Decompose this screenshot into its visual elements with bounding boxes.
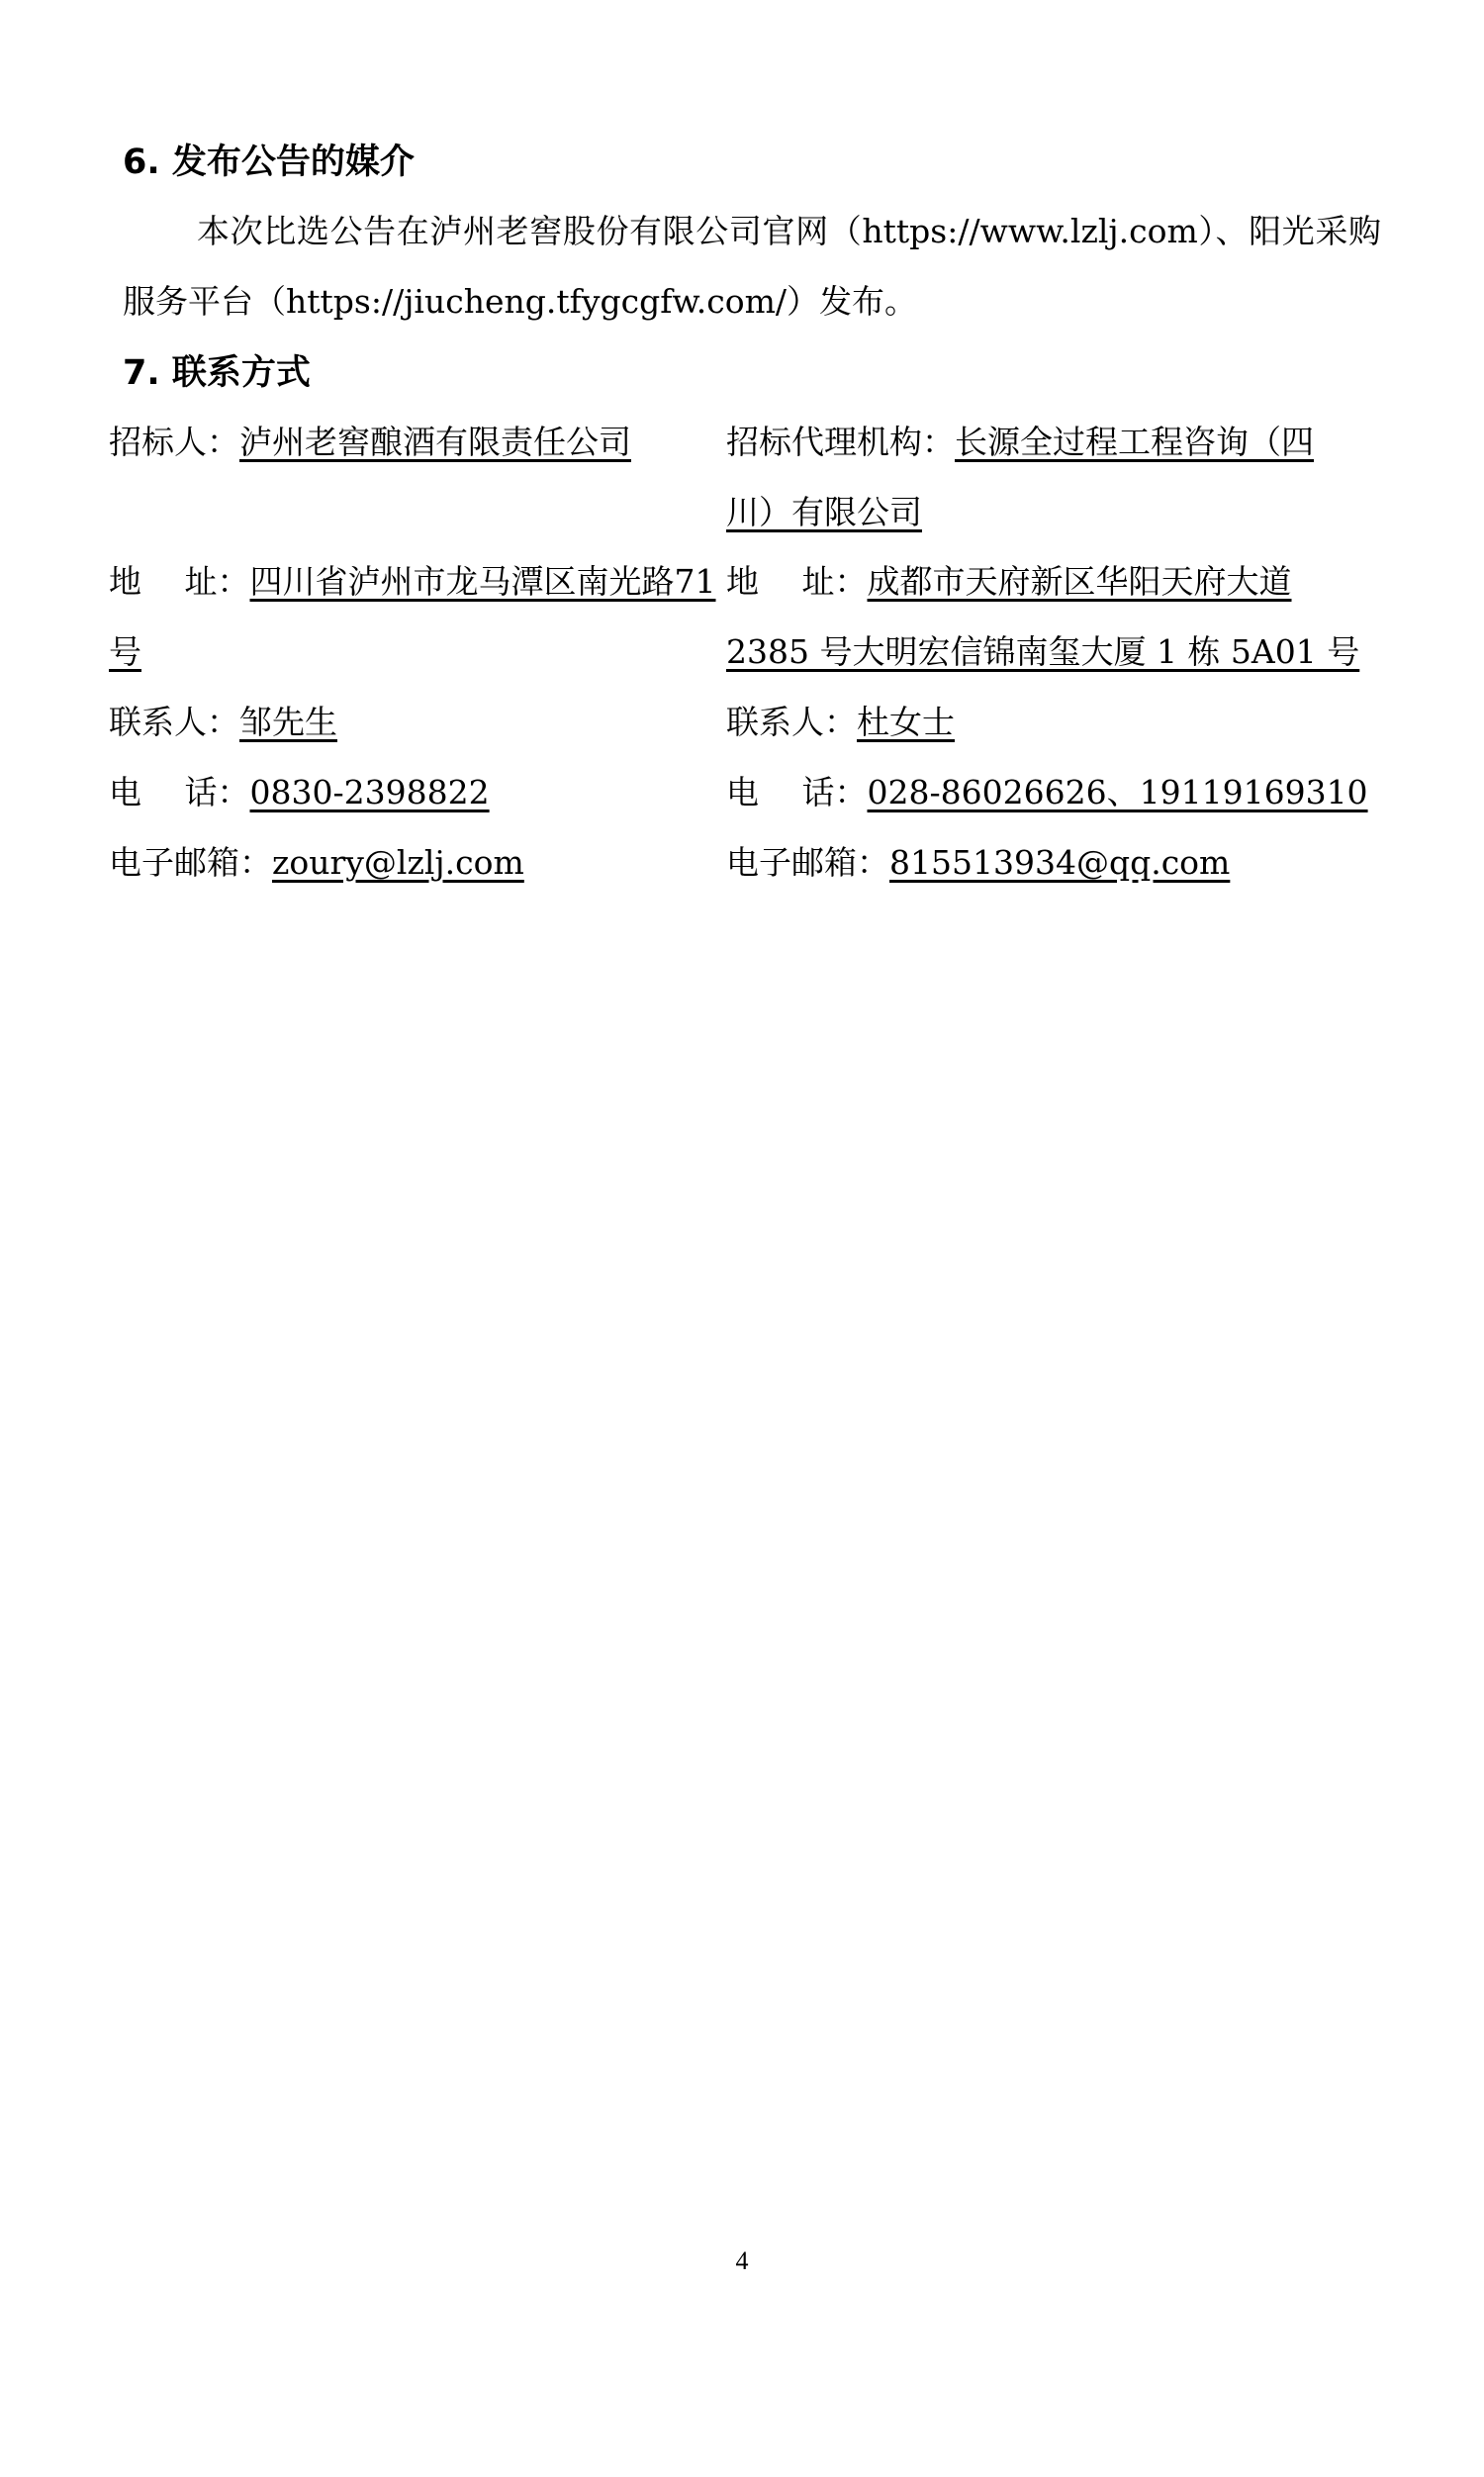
page-number: 4 [735,2246,749,2275]
tenderer-phone-row [109,771,702,814]
agent-phone-row [726,771,1379,814]
agent-phone-label: 电 话： [726,773,868,811]
tenderer-address-label: 地 址： [109,562,250,601]
agent-contact-label: 联系人： [726,703,857,741]
tenderer-row [109,421,702,464]
tenderer-phone-value: 0830-2398822 [249,773,490,811]
tenderer-contact-value: 邹先生 [239,703,337,741]
agent-value-line1: 长源全过程工程咨询（四 [955,423,1314,461]
agent-email-value: 815513934@qq.com [889,843,1231,882]
agent-email-row [726,841,1379,885]
tenderer-label: 招标人： [109,423,239,461]
tenderer-email-row [109,841,702,885]
tenderer-address-row [109,560,716,604]
tenderer-email-value: zoury@lzlj.com [272,843,524,882]
agent-phone-value: 028-86026626、19119169310 [867,773,1368,811]
agent-value-line2: 川）有限公司 [726,493,922,531]
tenderer-address-value-line2: 号 [109,632,141,671]
section-6-heading: 6. 发布公告的媒介 [123,143,415,182]
agent-contact-row [726,701,1379,744]
agent-address-row-cont [726,630,1379,674]
tenderer-contact-label: 联系人： [109,703,239,741]
tenderer-address-row-cont [109,630,702,674]
section-7-heading: 7. 联系方式 [123,353,311,393]
agent-row-cont [726,491,1379,534]
agent-address-row [726,560,1379,604]
agent-address-value-line1: 成都市天府新区华阳天府大道 [867,562,1292,601]
tenderer-address-value-line1: 四川省泸州市龙马潭区南光路71 [249,562,716,601]
agent-contact-value: 杜女士 [857,703,955,741]
tenderer-contact-row [109,701,702,744]
agent-email-label: 电子邮箱： [726,843,889,882]
tenderer-value: 泸州老窖酿酒有限责任公司 [239,423,631,461]
agent-address-label: 地 址： [726,562,868,601]
agent-row [726,421,1379,464]
tenderer-email-label: 电子邮箱： [109,843,272,882]
tenderer-phone-label: 电 话： [109,773,250,811]
agent-address-value-line2: 2385 号大明宏信锦南玺大厦 1 栋 5A01 号 [726,632,1360,671]
agent-label: 招标代理机构： [726,423,955,461]
section-6-paragraph: 本次比选公告在泸州老窖股份有限公司官网（https://www.lzlj.com）、阳光采购服务平台（https://jiucheng.tfygcgfw.com/）发布。 [123,212,1381,321]
